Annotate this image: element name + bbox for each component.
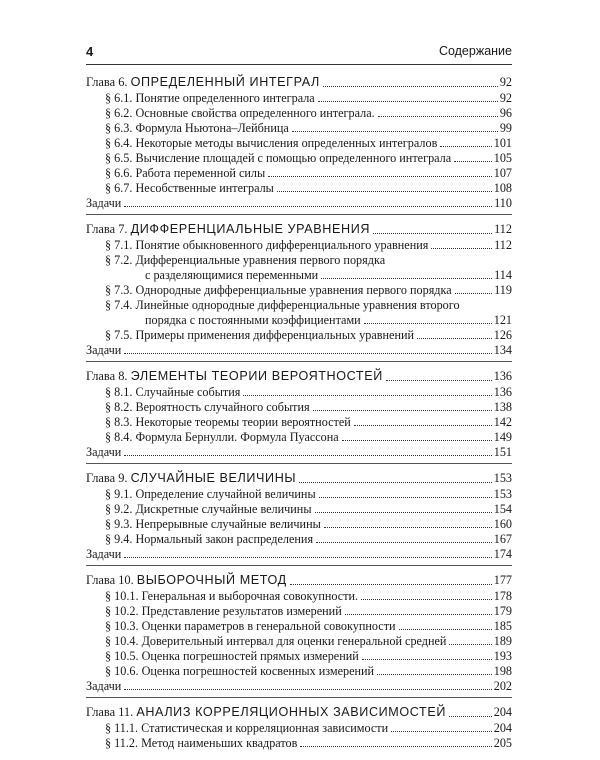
entry-label [86,91,315,106]
header-rule [86,64,512,65]
entry-label [86,106,375,121]
toc-entry [86,400,512,415]
section-page: 138 [493,400,512,414]
running-head: Содержание [438,44,512,58]
section-number: § 6.6. [105,166,133,180]
section-page: 142 [493,415,512,429]
section-page: 185 [493,619,512,633]
toc-entry [86,721,512,736]
section-number: § 10.4. [105,634,139,648]
chapter-label [86,221,370,238]
section-title: Метод наименьших квадратов [141,736,298,750]
dot-leader [431,248,492,249]
chapter-label [86,470,296,487]
dot-leader [342,440,492,441]
chapter-title: ДИФФЕРЕНЦИАЛЬНЫЕ УРАВНЕНИЯ [130,222,371,236]
section-title: Некоторые теоремы теории вероятностей [135,415,351,429]
toc-chapter [86,572,512,698]
tasks-page: 134 [493,343,512,357]
toc-entry [86,634,512,649]
toc-entry-continuation [86,313,512,328]
section-page: 112 [494,238,512,252]
page-number: 4 [86,44,94,59]
section-page: 154 [493,502,512,516]
section-number: § 8.1. [105,385,133,399]
toc-entry [86,502,512,517]
dot-leader [364,323,492,324]
chapter-number: Глава 10. [86,573,134,587]
entry-label [86,253,385,268]
section-title: Генеральная и выборочная совокупности. [141,589,359,603]
toc-entry [86,151,512,166]
toc-entry [86,385,512,400]
dot-leader [455,293,493,294]
toc-tasks [86,679,512,694]
chapter-heading [86,704,512,721]
dot-leader [377,674,492,675]
section-page: 136 [493,385,512,399]
section-title-continued: порядка с постоянными коэффициентами [145,313,361,327]
section-number: § 6.4. [105,136,133,150]
dot-leader [268,176,492,177]
section-title: Оценка погрешностей прямых измерений [141,649,359,663]
section-number: § 10.5. [105,649,139,663]
entry-label [86,283,452,298]
dot-leader [321,278,492,279]
dot-leader [361,599,492,600]
chapter-title: ЭЛЕМЕНТЫ ТЕОРИИ ВЕРОЯТНОСТЕЙ [130,369,383,383]
section-number: § 11.2. [105,736,139,750]
tasks-page: 151 [493,445,512,459]
toc-tasks [86,196,512,211]
section-title: Понятие обыкновенного дифференциального уравнения [135,238,429,252]
entry-label [86,385,240,400]
chapter-title: ОПРЕДЕЛЕННЫЙ ИНТЕГРАЛ [130,75,320,89]
toc-tasks [86,445,512,460]
entry-label [86,649,359,664]
chapter-heading [86,221,512,238]
section-title: Некоторые методы вычисления определенных интегралов [135,136,438,150]
section-page: 107 [493,166,512,180]
section-page: 92 [499,91,512,105]
chapter-label [86,74,320,91]
entry-label [86,517,321,532]
chapter-title: ВЫБОРОЧНЫЙ МЕТОД [136,573,287,587]
section-page: 105 [493,151,512,165]
section-page: 149 [493,430,512,444]
section-title: Формула Бернулли. Формула Пуассона [135,430,339,444]
section-number: § 8.2. [105,400,133,414]
toc-entry [86,430,512,445]
dot-leader [449,716,492,717]
dot-leader [324,527,492,528]
chapter-page: 177 [493,573,512,587]
entry-label [86,634,446,649]
section-number: § 10.6. [105,664,139,678]
section-title: Нормальный закон распределения [135,532,314,546]
entry-label [86,136,437,151]
section-page: 108 [493,181,512,195]
section-number: § 9.3. [105,517,133,531]
section-page: 101 [493,136,512,150]
entry-label [86,238,428,253]
entry-label [86,589,358,604]
tasks-page: 202 [493,679,512,693]
entry-label [86,736,297,751]
section-title: Определение случайной величины [135,487,316,501]
section-page: 119 [494,283,512,297]
entry-label [86,400,310,415]
toc-entry [86,664,512,679]
section-number: § 9.2. [105,502,133,516]
chapter-number: Глава 11. [86,705,134,719]
entry-label [86,151,451,166]
section-number: § 7.1. [105,238,133,252]
dot-leader [417,338,492,339]
toc-entry [86,487,512,502]
section-number: § 7.3. [105,283,133,297]
section-number: § 10.2. [105,604,139,618]
table-of-contents [86,74,512,760]
toc-entry [86,298,512,313]
section-page: 121 [493,313,512,327]
section-title: Случайные события [135,385,241,399]
section-title: Дифференциальные уравнения первого порядка [135,253,386,267]
section-page: 126 [493,328,512,342]
entry-label [86,664,374,679]
section-page: 153 [493,487,512,501]
section-title: Оценки параметров в генеральной совокупности [141,619,396,633]
chapter-page: 92 [499,75,512,89]
entry-label [86,604,342,619]
section-page: 114 [494,268,512,282]
chapter-title: СЛУЧАЙНЫЕ ВЕЛИЧИНЫ [130,471,297,485]
chapter-number: Глава 6. [86,75,128,89]
entry-label [86,487,316,502]
section-title: Дискретные случайные величины [135,502,312,516]
section-number: § 7.5. [105,328,133,342]
section-title: Формула Ньютона–Лейбница [135,121,289,135]
chapter-number: Глава 8. [86,369,128,383]
toc-entry [86,238,512,253]
entry-label [86,415,351,430]
chapter-page: 136 [493,369,512,383]
section-title: Примеры применения дифференциальных уравнений [135,328,415,342]
section-title: Оценка погрешностей косвенных измерений [141,664,375,678]
entry-label [86,181,274,196]
toc-entry [86,517,512,532]
section-title: Понятие определенного интеграла [135,91,315,105]
chapter-page: 153 [493,471,512,485]
section-page: 205 [493,736,512,750]
section-page: 167 [493,532,512,546]
section-number: § 6.7. [105,181,133,195]
dot-leader [345,614,492,615]
toc-entry [86,106,512,121]
section-page: 204 [493,721,512,735]
section-page: 178 [493,589,512,603]
section-page: 189 [493,634,512,648]
section-title: Представление результатов измерений [141,604,342,618]
dot-leader [124,206,492,207]
section-page: 99 [499,121,512,135]
section-number: § 7.2. [105,253,133,267]
entry-label [86,430,339,445]
section-page: 179 [493,604,512,618]
section-title: Статистическая и корреляционная зависимости [141,721,389,735]
section-number: § 10.1. [105,589,139,603]
section-title: Доверительный интервал для оценки генеральной средней [141,634,447,648]
section-number: § 9.4. [105,532,133,546]
dot-leader [386,380,492,381]
toc-entry-continuation [86,268,512,283]
chapter-number: Глава 7. [86,222,128,236]
entry-label [86,121,289,136]
section-number: § 7.4. [105,298,133,312]
toc-chapter [86,470,512,566]
section-page: 198 [493,664,512,678]
toc-entry [86,283,512,298]
section-page: 193 [493,649,512,663]
section-number: § 8.4. [105,430,133,444]
section-page: 160 [493,517,512,531]
toc-entry [86,121,512,136]
dot-leader [318,101,498,102]
section-title: Вероятность случайного события [135,400,310,414]
dot-leader [124,557,491,558]
dot-leader [378,116,498,117]
tasks-page: 110 [494,196,512,210]
dot-leader [316,542,492,543]
section-page: 96 [499,106,512,120]
toc-entry [86,619,512,634]
chapter-label [86,368,383,385]
section-title: Несобственные интегралы [135,181,274,195]
dot-leader [391,731,492,732]
chapter-heading [86,572,512,589]
dot-leader [440,146,491,147]
entry-label [86,721,388,736]
dot-leader [292,131,498,132]
chapter-page: 112 [494,222,512,236]
tasks-label: Задачи [86,196,122,210]
toc-entry [86,91,512,106]
dot-leader [323,86,498,87]
toc-entry [86,415,512,430]
section-title: Работа переменной силы [135,166,266,180]
toc-tasks [86,547,512,562]
dot-leader [319,497,492,498]
section-title-continued: с разделяющимися переменными [145,268,319,282]
toc-entry [86,649,512,664]
toc-entry [86,181,512,196]
toc-entry [86,253,512,268]
toc-entry [86,736,512,751]
entry-label [86,166,265,181]
entry-label [86,298,460,313]
chapter-heading [86,470,512,487]
chapter-heading [86,74,512,91]
toc-entry [86,166,512,181]
tasks-label: Задачи [86,343,122,357]
section-number: § 8.3. [105,415,133,429]
toc-entry [86,604,512,619]
chapter-title: АНАЛИЗ КОРРЕЛЯЦИОННЫХ ЗАВИСИМОСТЕЙ [136,705,446,719]
chapter-number: Глава 9. [86,471,128,485]
section-title: Непрерывные случайные величины [135,517,321,531]
dot-leader [373,233,492,234]
toc-chapter [86,704,512,754]
tasks-page: 174 [493,547,512,561]
section-title: Линейные однородные дифференциальные уравнения второго [135,298,460,312]
section-number: § 11.1. [105,721,139,735]
tasks-label: Задачи [86,679,122,693]
page-header [86,44,512,64]
section-number: § 9.1. [105,487,133,501]
dot-leader [315,512,492,513]
dot-leader [300,746,491,747]
toc-entry [86,532,512,547]
toc-entry [86,328,512,343]
dot-leader [124,455,491,456]
entry-label [86,502,312,517]
section-number: § 6.1. [105,91,133,105]
section-title: Основные свойства определенного интеграла. [135,106,375,120]
section-title: Вычисление площадей с помощью определенного интеграла [135,151,452,165]
entry-label [86,619,396,634]
dot-leader [454,161,492,162]
entry-label [86,532,313,547]
dot-leader [313,410,492,411]
tasks-label: Задачи [86,445,122,459]
entry-label [86,328,414,343]
dot-leader [362,659,492,660]
dot-leader [277,191,492,192]
toc-chapter [86,74,512,215]
toc-entry [86,589,512,604]
dot-leader [243,395,491,396]
dot-leader [290,584,492,585]
chapter-heading [86,368,512,385]
section-number: § 10.3. [105,619,139,633]
section-number: § 6.2. [105,106,133,120]
tasks-label: Задачи [86,547,122,561]
chapter-label [86,704,446,721]
dot-leader [399,629,492,630]
section-title: Однородные дифференциальные уравнения первого порядка [135,283,452,297]
section-number: § 6.3. [105,121,133,135]
toc-entry [86,136,512,151]
dot-leader [124,353,491,354]
toc-chapter [86,368,512,464]
dot-leader [124,689,491,690]
toc-chapter [86,221,512,362]
dot-leader [449,644,491,645]
chapter-label [86,572,287,589]
toc-tasks [86,343,512,358]
dot-leader [299,482,492,483]
dot-leader [354,425,492,426]
chapter-page: 204 [493,705,512,719]
section-number: § 6.5. [105,151,133,165]
